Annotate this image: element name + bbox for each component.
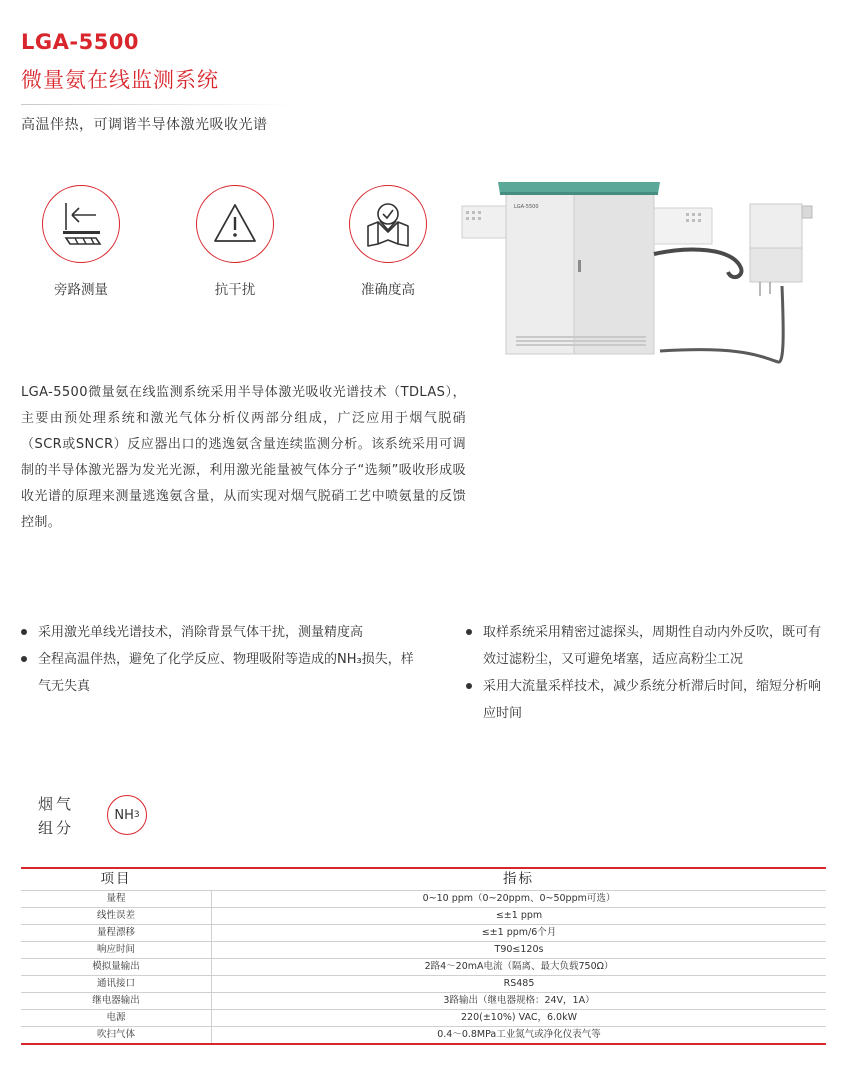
feature-label: 旁路测量 [54,282,108,298]
table-row: 吹扫气体 0.4～0.8MPa工业氮气或净化仪表气等 [21,1027,826,1043]
product-model: LGA-5500 [21,30,140,54]
feature-accuracy [328,185,448,298]
product-description: LGA-5500微量氨在线监测系统采用半导体激光吸收光谱技术（TDLAS），主要由预处理系统和激光气体分析仪两部分组成，广泛应用于烟气脱硝（SCR或SNCR）反应器出口的逃逸氨含量连续监测分析。该系统采用可调制的半导体激光器为发光光源，利用激光能量被气体分子“选频”吸收形成吸收光谱的原理来测量逃逸氨含量，从而实现对烟气脱硝工艺中喷氨量的反馈控制。 [21,385,466,530]
table-header: 项目 指标 [21,869,826,891]
table-row: 量程漂移 ≤±1 ppm/6个月 [21,925,826,942]
product-illustration [460,176,820,376]
warning-icon [212,201,258,247]
page-title: 微量氨在线监测系统 [21,68,219,92]
nh3-badge: NH 3 [107,795,147,835]
cabinet-panel-label: LGA-5500 [514,204,539,210]
list-item: 全程高温伴热，避免了化学反应、物理吸附等造成的NH₃损失，样气无失真 [21,646,421,700]
list-item: 采用激光单线光谱技术，消除背景气体干扰，测量精度高 [21,619,421,646]
table-row: 通讯接口 RS485 [21,976,826,993]
feature-anti-interference [175,185,295,298]
gas-component-label: 烟气 组分 [38,795,75,837]
feature-label: 准确度高 [361,282,415,298]
page-subtitle: 高温伴热，可调谐半导体激光吸收光谱 [21,117,268,133]
feature-label: 抗干扰 [214,282,256,298]
table-row: 线性误差 ≤±1 ppm [21,908,826,925]
map-check-icon [364,200,412,248]
bypass-icon [57,200,105,248]
spec-table [21,867,826,1045]
table-row: 继电器输出 3路输出（继电器规格：24V，1A） [21,993,826,1010]
table-row: 模拟量输出 2路4～20mA电流（隔离、最大负载750Ω） [21,959,826,976]
list-item: 采用大流量采样技术，减少系统分析滞后时间，缩短分析响应时间 [466,673,831,727]
table-row: 电源 220(±10%) VAC，6.0kW [21,1010,826,1027]
list-item: 取样系统采用精密过滤探头，周期性自动内外反吹，既可有效过滤粉尘，又可避免堵塞，适应高粉尘工况 [466,619,831,673]
table-row: 响应时间 T90≤120s [21,942,826,959]
feature-bypass [21,185,141,298]
feature-list-left [21,619,421,700]
feature-list-right [466,619,831,727]
table-row: 量程 0~10 ppm（0~20ppm、0~50ppm可选） [21,891,826,908]
title-divider [21,104,296,105]
